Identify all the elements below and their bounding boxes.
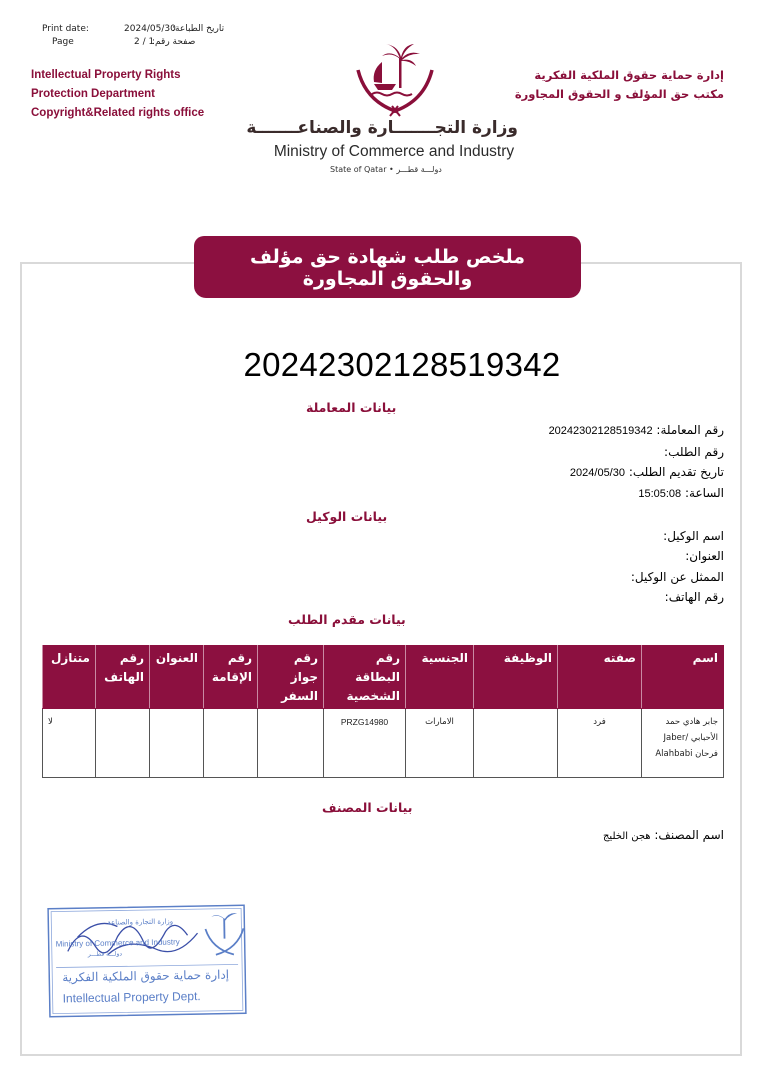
- official-stamp: [47, 904, 247, 1017]
- print-date-label-ar: تاريخ الطباعة:: [172, 24, 225, 34]
- dept-ar-line-2: مكتب حق المؤلف و الحقوق المجاورة: [514, 87, 724, 101]
- table-cell: [204, 709, 258, 778]
- ministry-name-english: Ministry of Commerce and Industry: [273, 143, 515, 160]
- column-header: متنازل: [43, 646, 96, 709]
- field-label: رقم الطلب:: [664, 445, 724, 459]
- table-cell: PRZG14980: [324, 709, 406, 778]
- field-value: 20242302128519342: [548, 425, 653, 437]
- field-label: رقم الهاتف:: [664, 590, 724, 604]
- table-row: [43, 709, 724, 778]
- stamp-dept-ar: إدارة حماية حقوق الملكية الفكرية: [62, 967, 230, 985]
- field-work-name: [603, 828, 724, 842]
- table-header-row: [43, 646, 724, 709]
- print-date-value: 2024/05/30: [124, 24, 176, 34]
- ministry-name-arabic: وزارة التجـــــــارة والصناعـــــــة: [246, 118, 518, 138]
- table-cell: الامارات: [406, 709, 474, 778]
- field-agent-address: [685, 549, 724, 563]
- field-label: اسم المصنف:: [654, 828, 724, 842]
- stamp-ministry-en: Ministry of Commerce and Industry: [55, 937, 180, 949]
- table-cell: لا: [43, 709, 96, 778]
- column-header: رقم الهاتف: [96, 646, 150, 709]
- stamp-ministry-ar: وزارة التجارة والصناعة: [107, 917, 174, 927]
- applicant-section-heading: بيانات مقدم الطلب: [288, 612, 406, 627]
- table-cell: [96, 709, 150, 778]
- field-label: تاريخ تقديم الطلب:: [628, 465, 724, 479]
- field-value: هجن الخليج: [602, 831, 651, 842]
- table-cell: [474, 709, 558, 778]
- field-request-number: [664, 445, 724, 459]
- transaction-number-large: 20242302128519342: [243, 346, 561, 383]
- field-label: الساعة:: [685, 486, 724, 500]
- column-header: صفته: [558, 646, 642, 709]
- column-header: الجنسية: [406, 646, 474, 709]
- column-header: اسم: [642, 646, 724, 709]
- state-english: State of Qatar: [330, 165, 387, 174]
- dept-ar-line-1: إدارة حماية حقوق الملكية الفكرية: [534, 68, 724, 82]
- column-header: العنوان: [150, 646, 204, 709]
- document-title: ملخص طلب شهادة حق مؤلف والحقوق المجاورة: [194, 236, 581, 298]
- field-value: 15:05:08: [638, 488, 682, 500]
- field-time: [638, 486, 724, 500]
- qatar-emblem-icon: [352, 40, 438, 120]
- work-section-heading: بيانات المصنف: [322, 800, 413, 815]
- table-cell: [258, 709, 324, 778]
- state-arabic: دولـــة قطـــر: [396, 165, 442, 174]
- table-cell: جابر هادي حمد الأحبابي /Jaber فرحان Alahbabi: [642, 709, 724, 778]
- department-english: [31, 66, 204, 123]
- dept-en-line-2: Protection Department: [31, 88, 155, 100]
- page-value: 2 / 1: [134, 37, 155, 47]
- table-cell: فرد: [558, 709, 642, 778]
- column-header: رقم البطاقة الشخصية: [324, 646, 406, 709]
- state-line: [330, 165, 442, 174]
- transaction-section-heading: بيانات المعاملة: [306, 400, 397, 415]
- field-agent-phone: [665, 590, 724, 604]
- applicant-table: [42, 645, 724, 778]
- dept-en-line-1: Intellectual Property Rights: [31, 69, 181, 81]
- field-label: العنوان:: [685, 549, 724, 563]
- department-arabic: [515, 66, 724, 104]
- field-transaction-number: [549, 423, 724, 437]
- state-separator: •: [389, 165, 394, 174]
- table-cell: [150, 709, 204, 778]
- page-label: Page: [52, 37, 74, 47]
- dept-en-line-3: Copyright&Related rights office: [31, 107, 205, 119]
- field-value: 2024/05/30: [569, 467, 625, 479]
- field-submission-date: [570, 465, 724, 479]
- column-header: رقم جواز السفر: [258, 646, 324, 709]
- column-header: الوظيفة: [474, 646, 558, 709]
- field-agent-representative: [631, 570, 724, 584]
- print-date-label: Print date:: [42, 24, 89, 34]
- field-label: اسم الوكيل:: [663, 529, 724, 543]
- page-label-ar: صفحة رقم:: [152, 37, 196, 47]
- field-agent-name: [663, 529, 724, 543]
- stamp-dept-en: Intellectual Property Dept.: [62, 989, 201, 1006]
- agent-section-heading: بيانات الوكيل: [306, 509, 388, 524]
- field-label: الممثل عن الوكيل:: [630, 570, 724, 584]
- field-label: رقم المعاملة:: [656, 423, 724, 437]
- column-header: رقم الإقامة: [204, 646, 258, 709]
- stamp-state-ar: دولـــة قطـــر: [87, 950, 123, 959]
